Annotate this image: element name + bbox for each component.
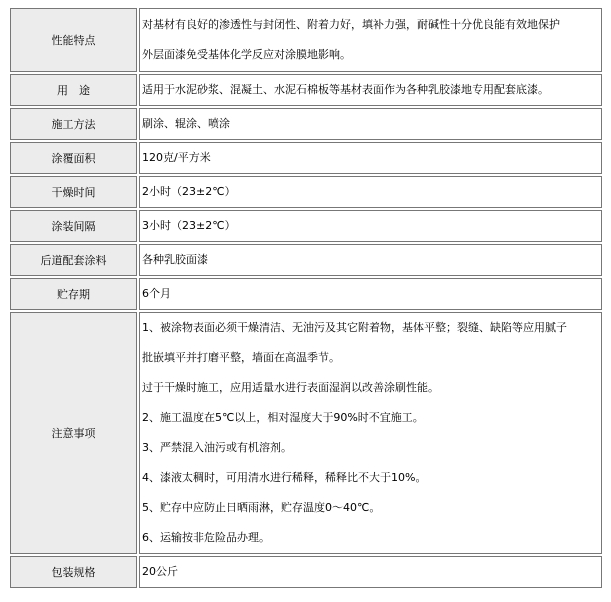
table-row xyxy=(10,244,602,276)
table-row xyxy=(10,8,602,72)
value-line: 2、施工温度在5℃以上，相对湿度大于90%时不宜施工。 xyxy=(142,411,424,424)
table-row xyxy=(10,312,602,554)
spec-table xyxy=(8,6,604,590)
row-value xyxy=(139,108,602,140)
table-row xyxy=(10,278,602,310)
row-label: 涂覆面积 xyxy=(10,142,137,174)
value-line: 批嵌填平并打磨平整，墙面在高温季节。 xyxy=(142,351,340,364)
row-value xyxy=(139,556,602,588)
row-value xyxy=(139,244,602,276)
table-row xyxy=(10,556,602,588)
value-line: 适用于水泥砂浆、混凝土、水泥石棉板等基材表面作为各种乳胶漆地专用配套底漆。 xyxy=(142,83,549,96)
table-row xyxy=(10,142,602,174)
row-value xyxy=(139,312,602,554)
table-row xyxy=(10,210,602,242)
value-line: 3、严禁混入油污或有机溶剂。 xyxy=(142,441,292,454)
value-line: 4、漆液太稠时，可用清水进行稀释，稀释比不大于10%。 xyxy=(142,471,427,484)
value-line: 5、贮存中应防止日晒雨淋，贮存温度0～40℃。 xyxy=(142,501,381,514)
value-line: 120克/平方米 xyxy=(142,151,211,164)
value-line: 6个月 xyxy=(142,287,171,300)
row-label: 注意事项 xyxy=(10,312,137,554)
row-value xyxy=(139,210,602,242)
row-label: 涂装间隔 xyxy=(10,210,137,242)
spec-sheet xyxy=(8,6,604,590)
row-value xyxy=(139,142,602,174)
row-value xyxy=(139,278,602,310)
value-line: 对基材有良好的渗透性与封闭性、附着力好，填补力强，耐碱性十分优良能有效地保护 xyxy=(142,18,560,31)
row-label: 干燥时间 xyxy=(10,176,137,208)
table-row xyxy=(10,108,602,140)
row-value xyxy=(139,74,602,106)
row-label: 性能特点 xyxy=(10,8,137,72)
row-label: 贮存期 xyxy=(10,278,137,310)
value-line: 6、运输按非危险品办理。 xyxy=(142,531,270,544)
table-row xyxy=(10,74,602,106)
value-line: 各种乳胶面漆 xyxy=(142,253,208,266)
row-label: 施工方法 xyxy=(10,108,137,140)
row-value xyxy=(139,8,602,72)
value-line: 2小时（23±2℃） xyxy=(142,185,236,198)
row-label: 包装规格 xyxy=(10,556,137,588)
row-label: 用 途 xyxy=(10,74,137,106)
value-line: 外层面漆免受基体化学反应对涂膜地影响。 xyxy=(142,48,351,61)
value-line: 刷涂、辊涂、喷涂 xyxy=(142,117,230,130)
row-value xyxy=(139,176,602,208)
value-line: 1、被涂物表面必须干燥清洁、无油污及其它附着物，基体平整；裂缝、缺陷等应用腻子 xyxy=(142,321,567,334)
row-label: 后道配套涂料 xyxy=(10,244,137,276)
value-line: 3小时（23±2℃） xyxy=(142,219,236,232)
value-line: 过于干燥时施工，应用适量水进行表面湿润以改善涂刷性能。 xyxy=(142,381,439,394)
value-line: 20公斤 xyxy=(142,565,178,578)
table-row xyxy=(10,176,602,208)
